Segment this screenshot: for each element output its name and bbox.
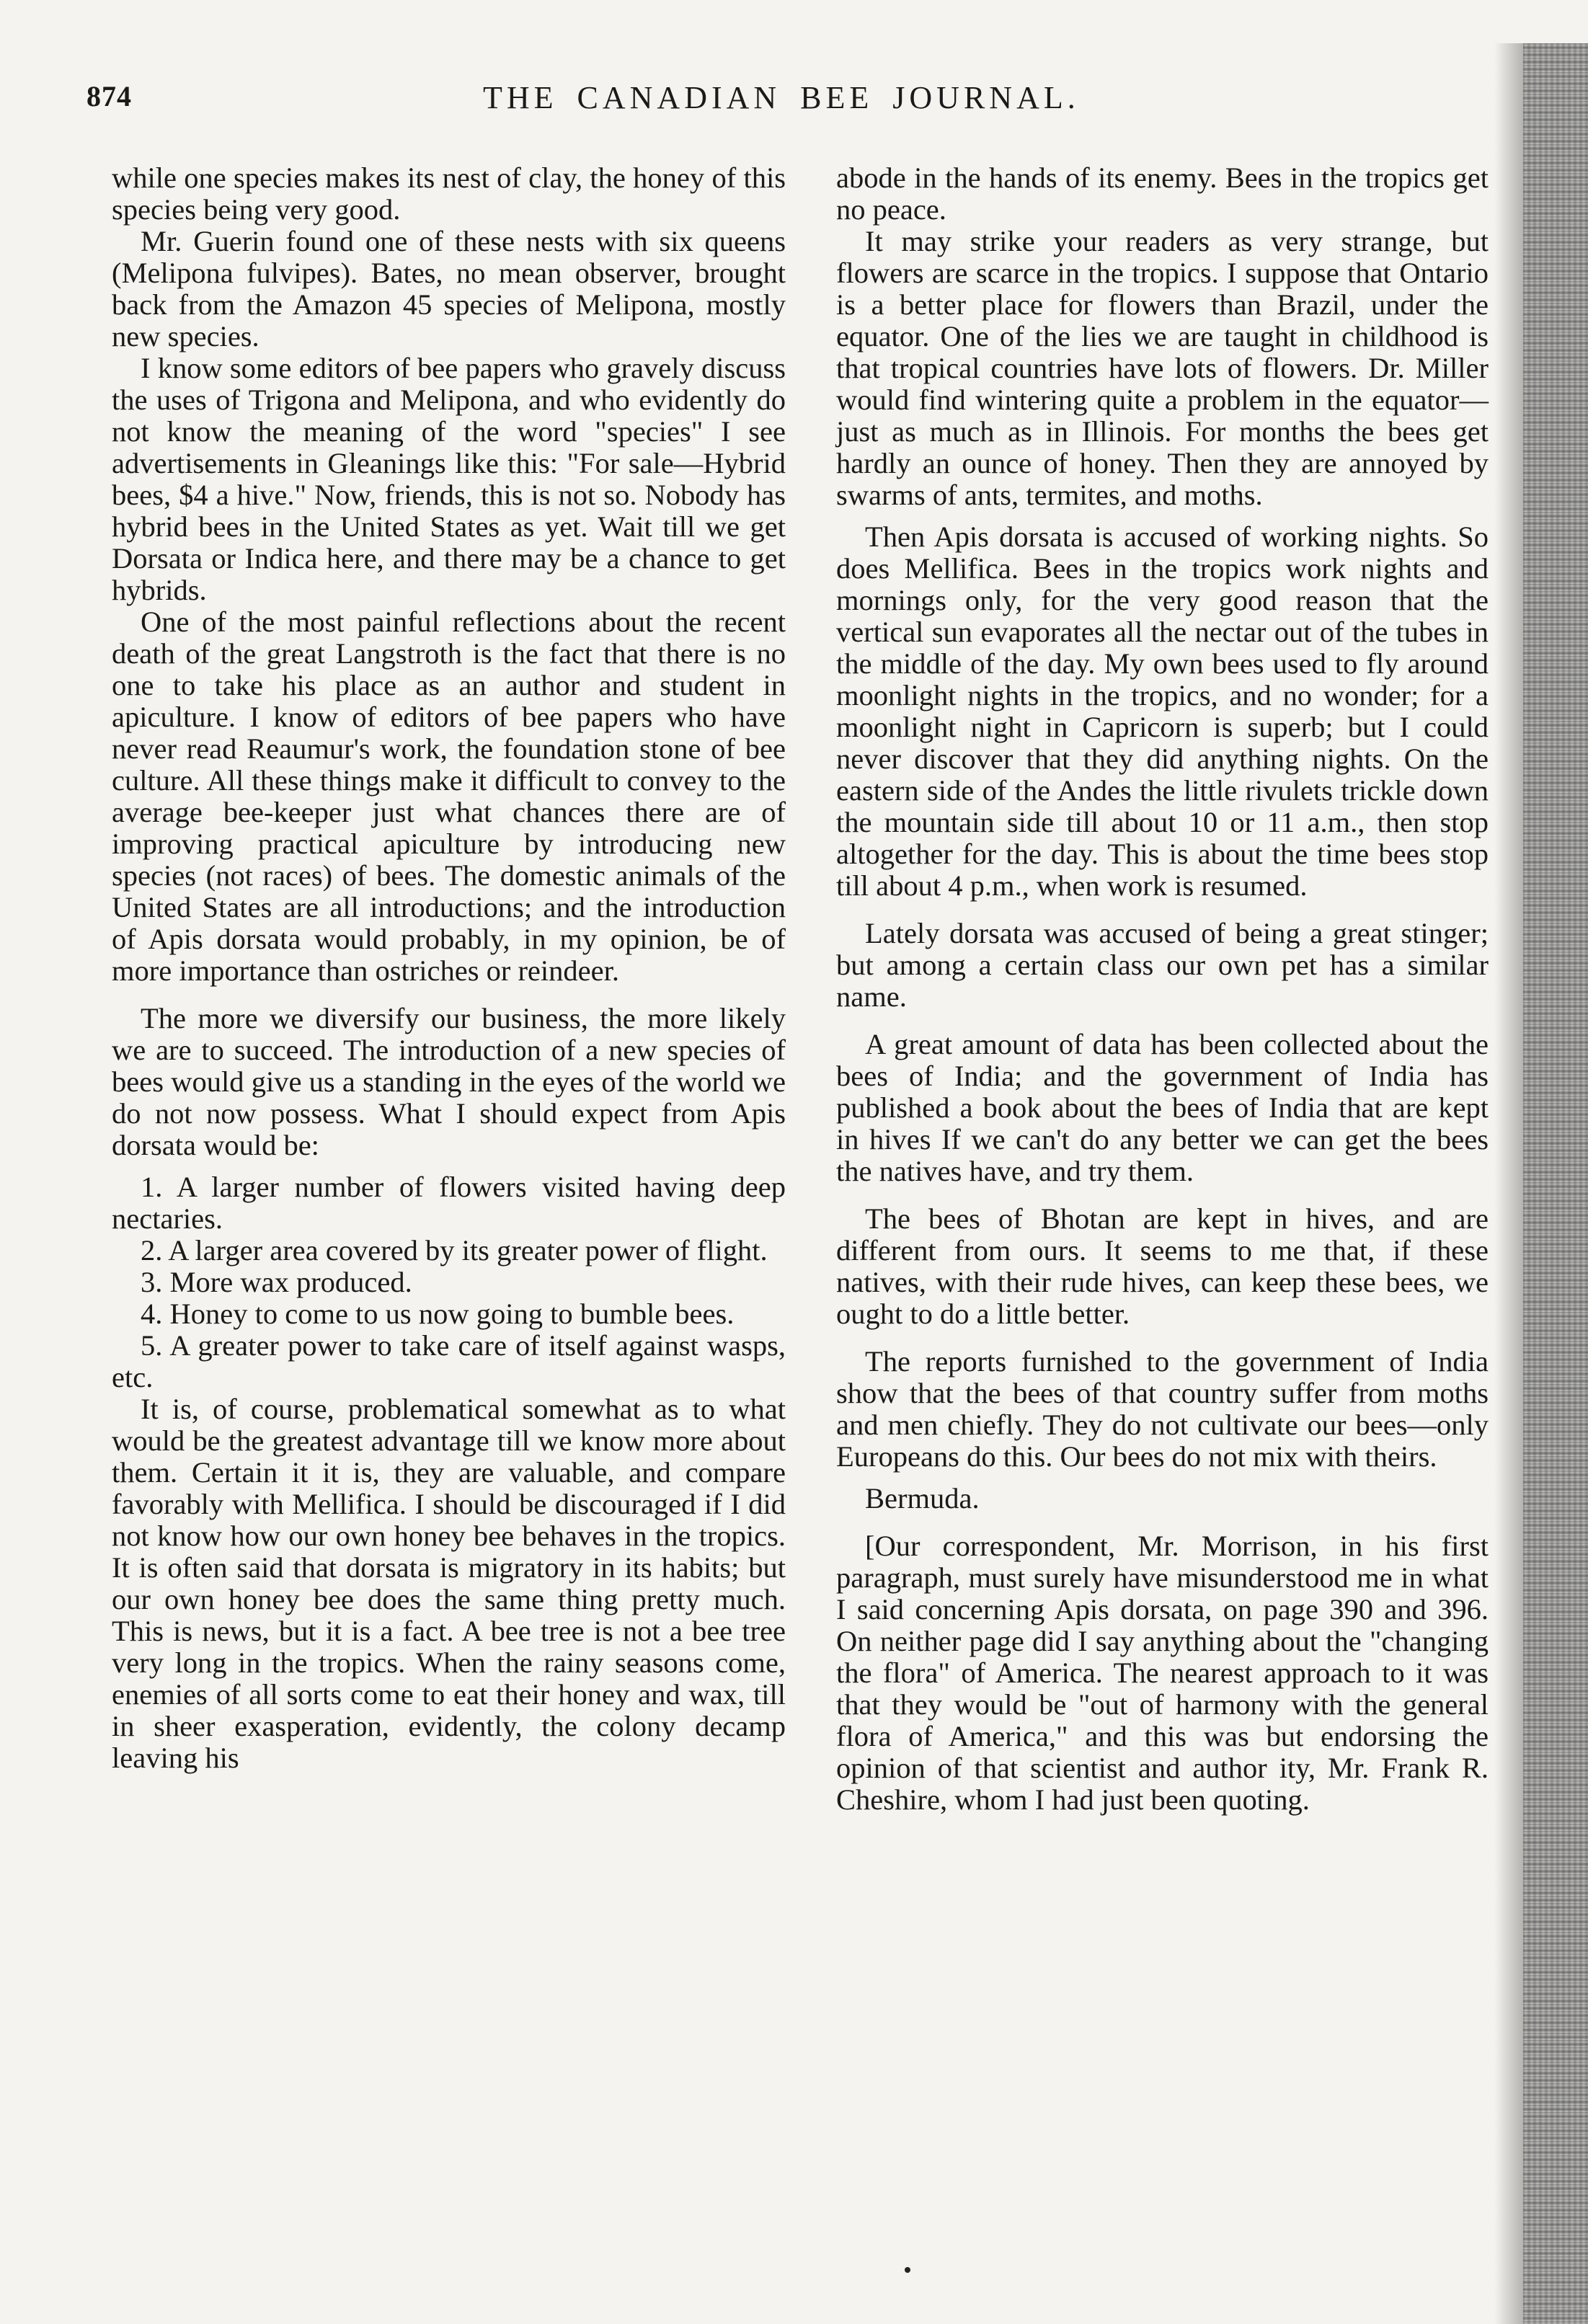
list-item: 4. Honey to come to us now going to bumble bees.: [141, 1298, 735, 1330]
author-signoff: Bermuda.: [865, 1482, 980, 1514]
paragraph: It is, of course, problematical somewhat as to what would be the greatest advantage till we know more about them. Certain it it is, they are valuable, and compare favorably with Mellifica. I should be discouraged if I did not know how our own honey bee behaves in the tropics. It is often said that dorsata is migratory in its habits; but our own honey bee does the same thing pretty much. This is news, but it is a fact. A bee tree is not a bee tree very long in the tropics. When the rainy seasons come, enemies of all sorts come to eat their honey and wax, till in sheer exasperation, evidently, the colony decamp leaving his: [112, 1393, 786, 1774]
paragraph: A great amount of data has been collected about the bees of India; and the government of India has published a book about the bees of India that are kept in hives If we can't do any better we can get the bees the natives have, and try them.: [836, 1028, 1489, 1187]
list-item: 3. More wax produced.: [141, 1266, 412, 1298]
running-title: THE CANADIAN BEE JOURNAL.: [483, 80, 1080, 115]
page-number: 874: [87, 80, 132, 112]
page-header: [79, 79, 1434, 130]
paragraph: while one species makes its nest of clay, the honey of this species being very good.: [112, 161, 786, 226]
stray-dot: [905, 2267, 910, 2273]
binding-edge: [1523, 43, 1588, 2324]
editor-note: [Our correspondent, Mr. Morrison, in his first paragraph, must surely have misunderstood me in what I said concerning Apis dorsata, on page 390 and 396. On neither page did I say anything about the "changing the flora" of America. The nearest approach to it was that they would be "out of harmony with the general flora of America," and this was but endorsing the opinion of that scientist and author ity, Mr. Frank R. Cheshire, whom I had just been quoting.: [836, 1530, 1489, 1816]
paragraph: abode in the hands of its enemy. Bees in the tropics get no peace.: [836, 161, 1489, 226]
paragraph: The bees of Bhotan are kept in hives, and are different from ours. It seems to me that, if these natives, with their rude hives, can keep these bees, we ought to do a little better.: [836, 1202, 1489, 1330]
paragraph: Mr. Guerin found one of these nests with six queens (Melipona fulvipes). Bates, no mean observer, brought back from the Amazon 45 species of Melipona, mostly new species.: [112, 225, 786, 352]
list-item: 5. A greater power to take care of itself against wasps, etc.: [112, 1329, 786, 1393]
list-item: 1. A larger number of flowers visited having deep nectaries.: [112, 1171, 786, 1235]
binding-shadow: [1494, 43, 1523, 2324]
paragraph: The reports furnished to the government of India show that the bees of that country suffer from moths and men chiefly. They do not cultivate our bees—only Europeans do this. Our bees do not mix with theirs.: [836, 1345, 1489, 1473]
paragraph: One of the most painful reflections about the recent death of the great Langstroth is the fact that there is no one to take his place as an author and student in apiculture. I know of editors of bee papers who have never read Reaumur's work, the foundation stone of bee culture. All these things make it difficult to convey to the average bee-keeper just what chances there are of improving practical apiculture by introducing new species (not races) of bees. The domestic animals of the United States are all introductions; and the introduction of Apis dorsata would probably, in my opinion, be of more importance than ostriches or reindeer.: [112, 606, 786, 987]
list-item: 2. A larger area covered by its greater power of flight.: [141, 1234, 768, 1267]
paragraph: I know some editors of bee papers who gravely discuss the uses of Trigona and Melipona, and who evidently do not know the meaning of the word "species" I see advertisements in Gleanings like this: "For sale—Hybrid bees, $4 a hive." Now, friends, this is not so. Nobody has hybrid bees in the United States as yet. Wait till we get Dorsata or Indica here, and there may be a chance to get hybrids.: [112, 352, 786, 606]
paragraph: The more we diversify our business, the more likely we are to succeed. The introduction of a new species of bees would give us a standing in the eyes of the world we do not now possess. What I should expect from Apis dorsata would be:: [112, 1002, 786, 1161]
right-column: [836, 162, 1489, 1816]
paragraph: Then Apis dorsata is accused of working nights. So does Mellifica. Bees in the tropics work nights and mornings only, for the very good reason that the vertical sun evaporates all the nectar out of the tubes in the middle of the day. My own bees used to fly around moonlight nights in the tropics, and no wonder; for a moonlight night in Capricorn is superb; but I could never discover that they did anything nights. On the eastern side of the Andes the little rivulets trickle down the mountain side till about 10 or 11 a.m., then stop altogether for the day. This is about the time bees stop till about 4 p.m., when work is resumed.: [836, 520, 1489, 902]
paragraph: Lately dorsata was accused of being a great stinger; but among a certain class our own pet has a similar name.: [836, 917, 1489, 1013]
paragraph: It may strike your readers as very strange, but flowers are scarce in the tropics. I suppose that Ontario is a better place for flowers than Brazil, under the equator. One of the lies we are taught in childhood is that tropical countries have lots of flowers. Dr. Miller would find wintering quite a problem in the equator—just as much as in Illinois. For months the bees get hardly an ounce of honey. Then they are annoyed by swarms of ants, termites, and moths.: [836, 225, 1489, 511]
left-column: [112, 162, 786, 1774]
